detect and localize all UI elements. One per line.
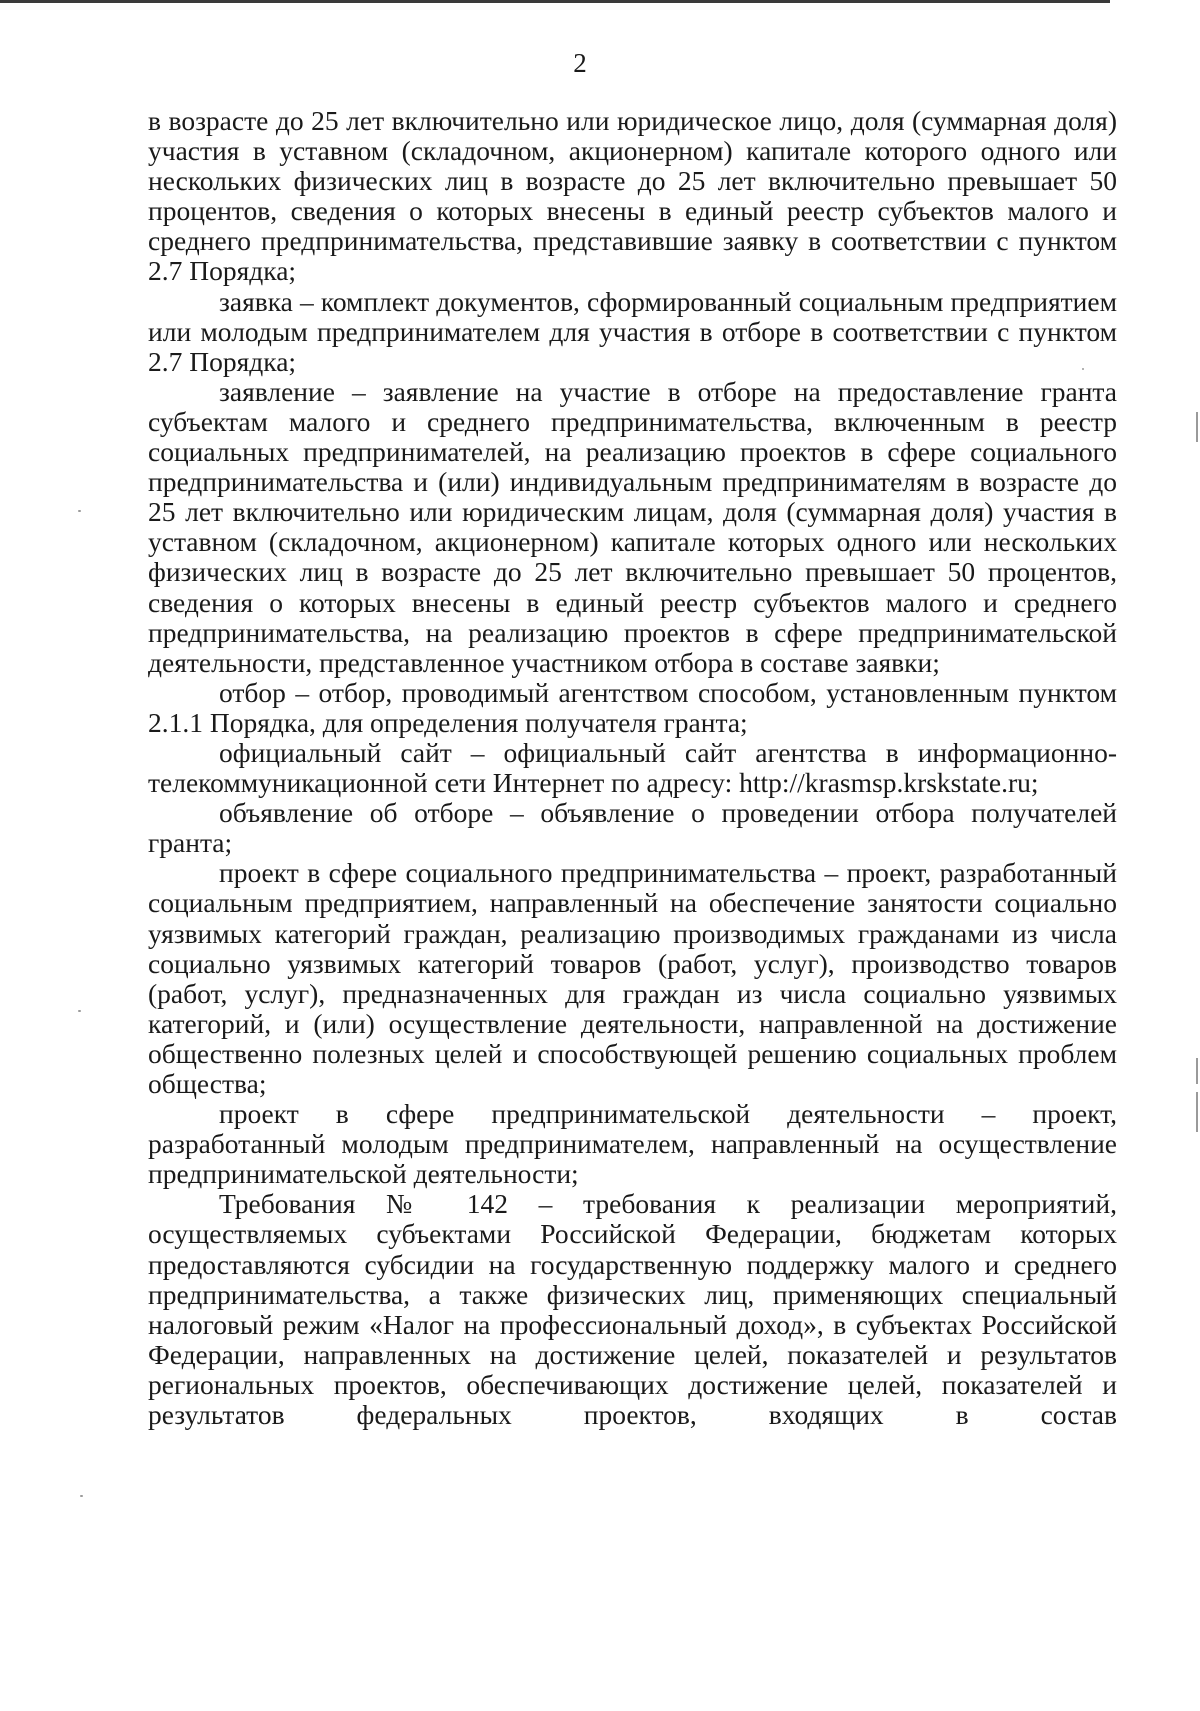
scan-speck — [78, 510, 81, 512]
paragraph: проект в сфере предпринимательской деятельности – проект, разработанный молодым предпринимателем, направленный на осуществление предпринимательской деятельности; — [148, 1098, 1117, 1190]
scan-speck — [80, 1495, 83, 1497]
paragraph: объявление об отборе – объявление о проведении отбора получателей гранта; — [148, 797, 1117, 859]
scan-edge-mark — [1196, 1092, 1198, 1132]
paragraph: проект в сфере социального предпринимательства – проект, разработанный социальным предприятием, направленный на обеспечение занятости социально уязвимых категорий граждан, реализацию производимых гражданами из числа социально уязвимых категорий товаров (работ, услуг), производство товаров (работ, услуг), предназначенных для граждан из числа социально уязвимых категорий, и (или) осуществление деятельности, направленной на достижение общественно полезных целей и способствующей решению социальных проблем общества; — [148, 857, 1117, 1099]
page-number: 2 — [573, 48, 587, 78]
scan-edge-mark — [1196, 412, 1198, 442]
paragraph: заявление – заявление на участие в отборе на предоставление гранта субъектам малого и среднего предпринимательства, включенным в реестр социальных предпринимателей, на реализацию проектов в сфере социального предпринимательства и (или) индивидуальным предпринимателям в возрасте до 25 лет включительно или юридическим лицам, доля (суммарная доля) участия в уставном (складочном, акционерном) капитале которых одного или нескольких физических лиц в возрасте до 25 лет включительно превышает 50 процентов, сведения о которых внесены в единый реестр субъектов малого и среднего предпринимательства, на реализацию проектов в сфере предпринимательской деятельности, представленное участником отбора в составе заявки; — [148, 375, 1117, 678]
scan-speck — [78, 1010, 81, 1012]
paragraph: официальный сайт – официальный сайт агентства в информационно-телекоммуникационной сети Интернет по адресу: http://krasmsp.krskstate.ru; — [148, 736, 1117, 799]
paragraph: заявка – комплект документов, сформированный социальным предприятием или молодым предпринимателем для участия в отборе в соответствии с пунктом 2.7 Порядка; — [148, 285, 1117, 377]
paragraph: в возрасте до 25 лет включительно или юридическое лицо, доля (суммарная доля) участия в уставном (складочном, акционерном) капитале которого одного или нескольких физических лиц в возрасте до 25 лет включительно превышает 50 процентов, сведения о которых внесены в единый реестр субъектов малого и среднего предпринимательства, представившие заявку в соответствии с пунктом 2.7 Порядка; — [148, 105, 1117, 287]
document-body — [148, 106, 1117, 1430]
scan-top-edge — [0, 0, 1110, 3]
paragraph: Требования № 142 – требования к реализации мероприятий, осуществляемых субъектами Российской Федерации, бюджетам которых предоставляются субсидии на государственную поддержку малого и среднего предпринимательства, а также физических лиц, применяющих специальный налоговый режим «Налог на профессиональный доход», в субъектах Российской Федерации, направленных на достижение целей, показателей и результатов региональных проектов, обеспечивающих достижение целей, показателей и результатов федеральных проектов, входящих в состав — [148, 1188, 1117, 1431]
scan-edge-mark — [1196, 1058, 1198, 1084]
paragraph: отбор – отбор, проводимый агентством способом, установленным пунктом 2.1.1 Порядка, для определения получателя гранта; — [148, 676, 1117, 738]
